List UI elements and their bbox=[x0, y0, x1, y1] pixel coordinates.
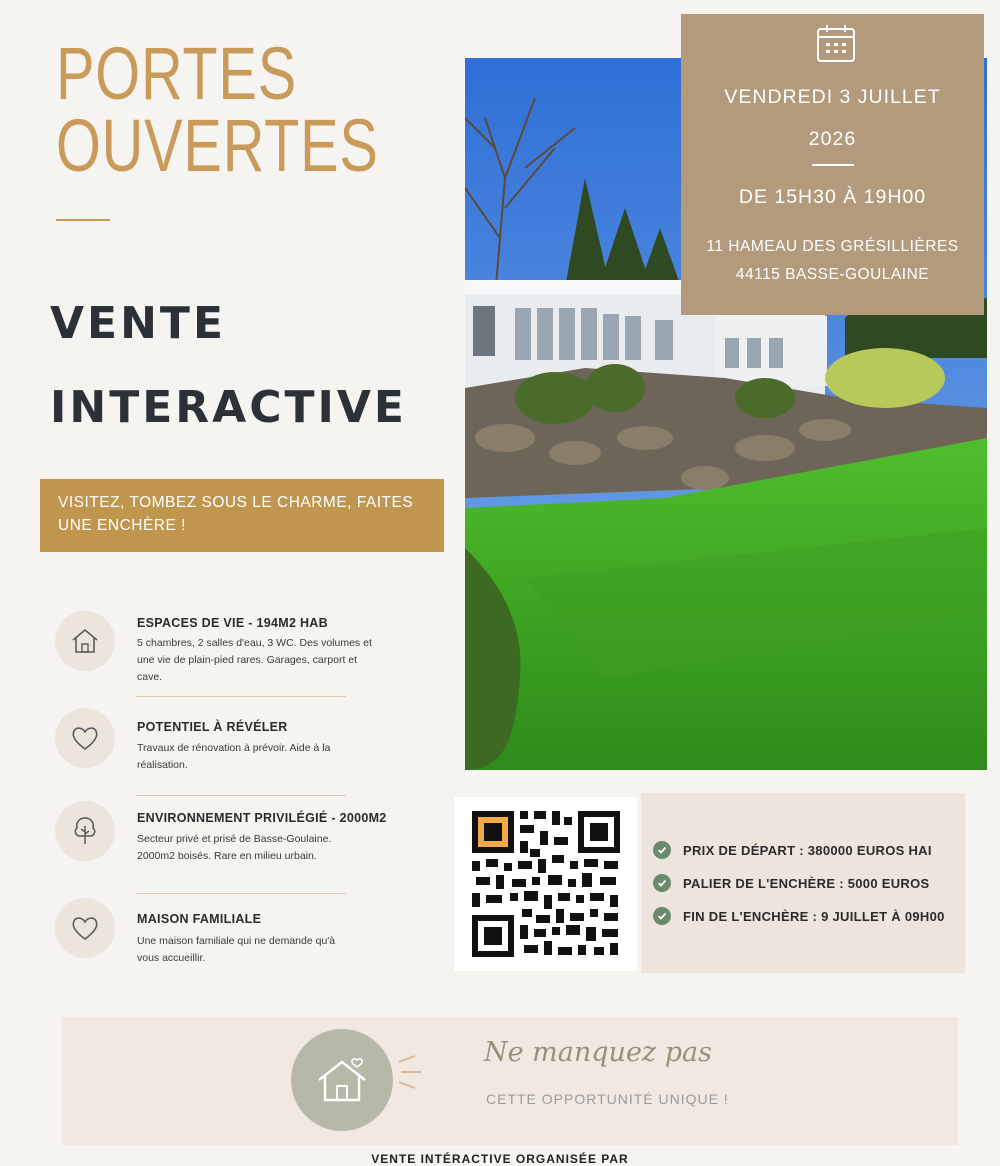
footer-organizer: VENTE INTÉRACTIVE ORGANISÉE PAR bbox=[371, 1152, 629, 1166]
feature-desc: Travaux de rénovation à prévoir. Aide à la réalisation. bbox=[137, 742, 331, 771]
feature-espaces-de-vie bbox=[55, 611, 372, 691]
feature-divider bbox=[136, 795, 346, 796]
title-portes-ouvertes bbox=[56, 32, 379, 187]
feature-divider bbox=[136, 696, 346, 697]
event-address-line-2: 44115 BASSE-GOULAINE bbox=[735, 266, 930, 283]
subtitle-line-2: INTERACTIVE bbox=[50, 382, 407, 433]
pricing-box bbox=[641, 793, 965, 973]
calendar-icon bbox=[814, 22, 858, 71]
feature-title: ESPACES DE VIE - 194M2 HAB bbox=[137, 616, 328, 630]
subtitle-line-1: VENTE bbox=[50, 298, 227, 349]
callout-script-text: Ne manquez pas bbox=[484, 1037, 712, 1068]
feature-title: MAISON FAMILIALE bbox=[137, 912, 262, 926]
pricing-end-date: FIN DE L'ENCHÈRE : 9 JUILLET À 09H00 bbox=[683, 908, 945, 924]
heart-icon bbox=[55, 708, 115, 768]
feature-desc: Secteur privé et prisé de Basse-Goulaine. 2000m2 boisés. Rare en milieu urbain. bbox=[137, 833, 332, 862]
callout-text: CETTE OPPORTUNITÉ UNIQUE ! bbox=[486, 1091, 729, 1107]
subtitle-vente-interactive bbox=[50, 282, 407, 450]
title-line-2: OUVERTES bbox=[56, 104, 379, 187]
feature-title: POTENTIEL À RÉVÉLER bbox=[137, 720, 288, 734]
check-icon bbox=[653, 907, 671, 925]
feature-environnement bbox=[55, 801, 387, 886]
event-year: 2026 bbox=[808, 128, 857, 150]
feature-divider bbox=[136, 893, 346, 894]
feature-potentiel bbox=[55, 708, 355, 778]
feature-title: ENVIRONNEMENT PRIVILÉGIÉ - 2000M2 bbox=[137, 811, 387, 825]
pricing-bid-step: PALIER DE L'ENCHÈRE : 5000 EUROS bbox=[683, 875, 930, 891]
pricing-row bbox=[653, 841, 932, 859]
sparkle-lines-icon bbox=[395, 1052, 425, 1092]
title-divider bbox=[56, 219, 110, 221]
event-address-line-1: 11 HAMEAU DES GRÉSILLIÈRES bbox=[706, 238, 959, 255]
check-icon bbox=[653, 841, 671, 859]
event-divider bbox=[812, 164, 854, 166]
pricing-start-price: PRIX DE DÉPART : 380000 EUROS HAI bbox=[683, 842, 932, 858]
check-icon bbox=[653, 874, 671, 892]
event-time: DE 15H30 À 19H00 bbox=[738, 186, 927, 208]
heart-icon bbox=[55, 898, 115, 958]
pricing-row bbox=[653, 874, 930, 892]
event-date: VENDREDI 3 JUILLET bbox=[724, 86, 941, 108]
feature-desc: Une maison familiale qui ne demande qu'à vous accueillir. bbox=[137, 935, 336, 964]
house-icon bbox=[55, 611, 115, 671]
qr-code[interactable] bbox=[454, 797, 637, 971]
cta-banner bbox=[40, 479, 444, 552]
feature-maison-familiale bbox=[55, 898, 355, 973]
feature-desc: 5 chambres, 2 salles d'eau, 3 WC. Des volumes et une vie de plain-pied rares. Garages, carport et cave. bbox=[137, 637, 372, 683]
house-heart-icon bbox=[291, 1029, 393, 1131]
tree-icon bbox=[55, 801, 115, 861]
cta-banner-text: VISITEZ, TOMBEZ SOUS LE CHARME, FAITES UNE ENCHÈRE ! bbox=[58, 494, 414, 534]
title-line-1: PORTES bbox=[56, 32, 297, 115]
pricing-row bbox=[653, 907, 945, 925]
event-info-box bbox=[681, 14, 984, 315]
bottom-callout bbox=[62, 1017, 958, 1145]
